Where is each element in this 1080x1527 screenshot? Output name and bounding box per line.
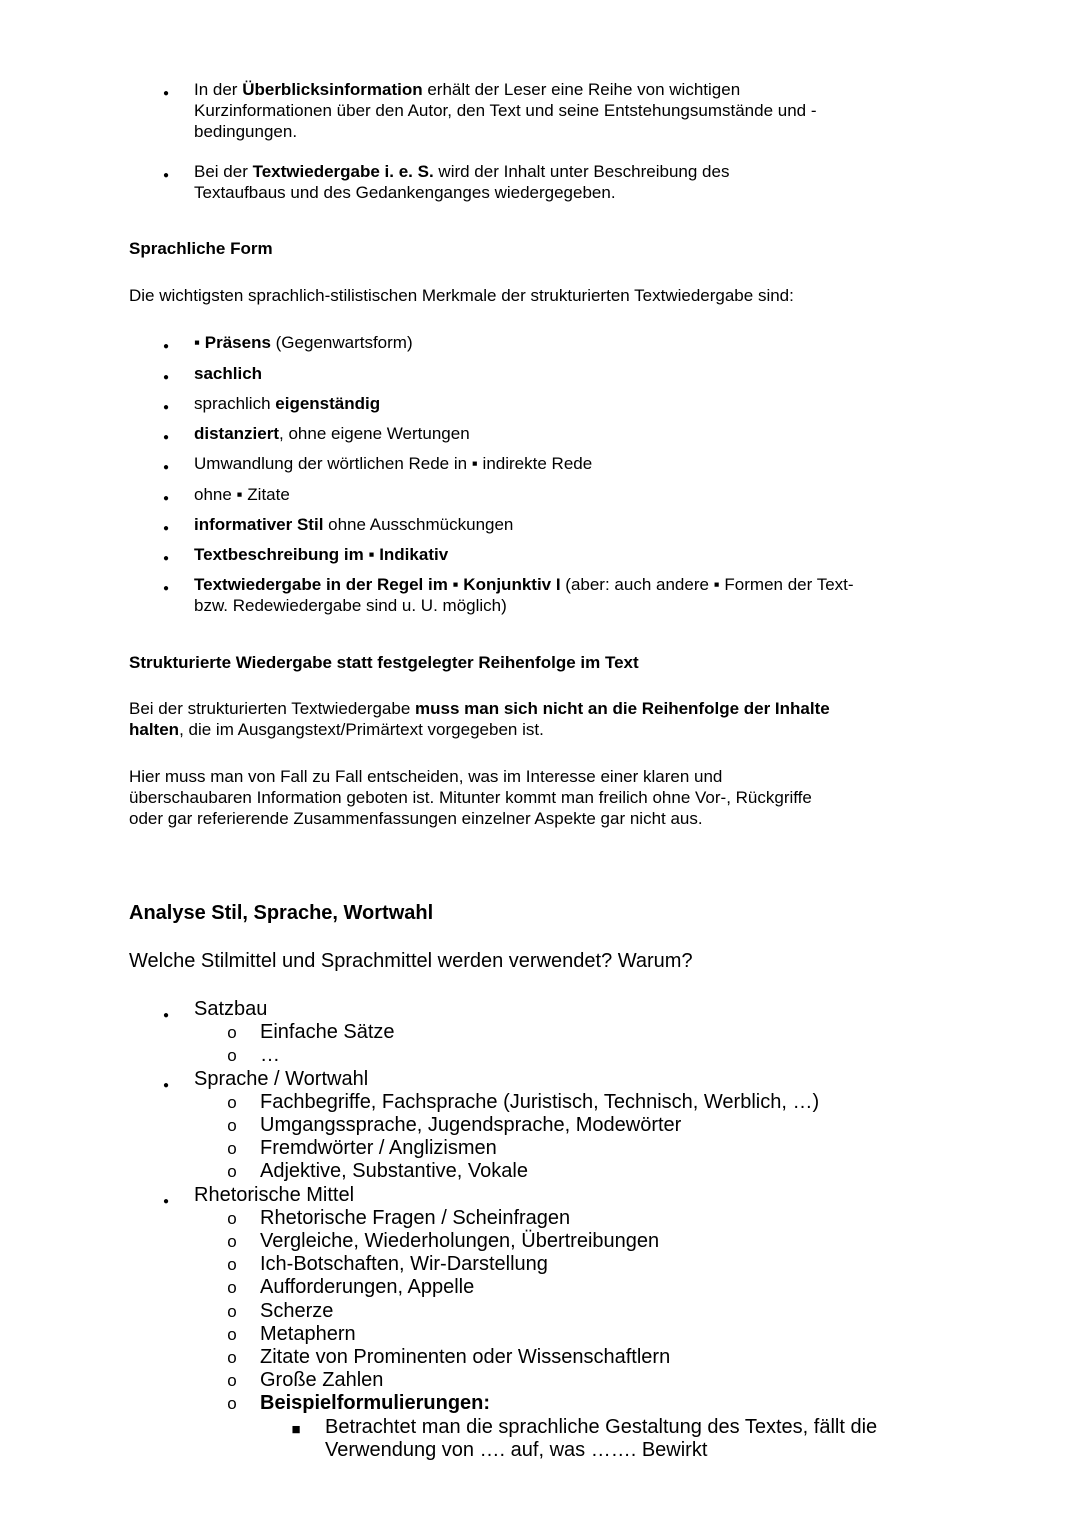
circle-bullet-icon: o: [227, 1255, 237, 1275]
bullet-icon: ●: [162, 432, 170, 443]
list-item-text: [194, 363, 854, 384]
sub-list-item-text: Rhetorische Fragen / Scheinfragen: [260, 1206, 571, 1229]
circle-bullet-icon: o: [227, 1301, 237, 1321]
sub-list-item-text: Scherze: [260, 1299, 334, 1322]
sub-list-item-text: Beispielformulierungen:: [260, 1392, 491, 1415]
section-heading: Sprachliche Form: [129, 239, 273, 258]
section-heading: Strukturierte Wiedergabe statt festgelegter Reihenfolge im Text: [129, 653, 639, 672]
bullet-icon: ●: [162, 462, 170, 473]
sub-list-item-text: …: [260, 1044, 280, 1067]
paragraph: Bei der strukturierten Textwiedergabe muss man sich nicht an die Reihenfolge der Inhalte halten, die im Ausgangstext/Primärtext vorgegeben ist.: [129, 699, 830, 739]
sub-list-item-text: Zitate von Prominenten oder Wissenschaftlern: [260, 1346, 671, 1368]
text-run: (aber: auch andere ▪ Formen der Text- bzw. Redewiedergabe sind u. U. möglich): [194, 575, 854, 615]
list-item-text: [194, 423, 854, 444]
section-intro: Die wichtigsten sprachlich-stilistischen Merkmale der strukturierten Textwiedergabe sind:: [129, 286, 794, 305]
document-page: ● In der Überblicksinformation erhält der Leser eine Reihe von wichtigen Kurzinformationen über den Autor, den Text und seine Entstehungsumstände und -bedingungen. ● Bei der Textwiedergabe i. e. S. wird der Inhalt unter Beschreibung des Textaufbaus und des Gedankenganges wiedergegeben. Sprachliche Form Die wichtigsten sprachlich-stilistischen Merkmale der strukturierten Textwiedergabe sind: ● ▪ Präsens (Gegenwartsform) ● sachlich ● sprachlich eigenständig ● distanziert, ohne eigene Wertungen ● Umwandlung der wörtlichen Rede in ▪ indirekte Rede ● ohne ▪ Zitate ● informativer Stil ohne Ausschmückungen ● Textbeschreibung im ▪ Indikativ ● Textwiedergabe in der Regel im ▪ Konjunktiv I (aber: auch andere ▪ Formen der Text- bzw. Redewiedergabe sind u. U. möglich) Strukturierte Wiedergabe statt festgelegter Reihenfolge im Text Bei der strukturierten Textwiedergabe muss man sich nicht an die Reihenfolge der Inhalte halten, die im Ausgangstext/Primärtext vorgegeben ist. Hier muss man von Fall zu Fall entscheiden, was im Interesse einer klaren und überschaubaren Information geboten ist. Mitunter kommt man freilich ohne Vor-, Rückgriffe oder gar referierende Zusammenfassungen einzelner Aspekte gar nicht aus. Analyse Stil, Sprache, Wortwahl Welche Stilmittel und Sprachmittel werden verwendet? Warum? ● Satzbau o Einfache Sätze o … ● Sprache / Wortwahl o Fachbegriffe, Fachsprache (Juristisch, Technisch, Werblich, …) o Umgangssprache, Jugendsprache, Modewörter o Fremdwörter / Anglizismen o Adjektive, Substantive, Vokale ● Rhetorische Mittel o Rhetorische Fragen / Scheinfragen o Vergleiche, Wiederholungen, Übertreibungen o Ich-Botschaften, Wir-Darstellung o Aufforderungen, Appelle o Scherze o Metaphern o Zitate von Prominenten oder Wissenschaftlern o Große Zahlen o Beispielformulierungen: ■ Betrachtet man die sprachliche Gestaltung des Textes, fällt die Verwendung von …. auf, was ……. Bewirkt: [0, 0, 1080, 1527]
list-item-text: [194, 574, 854, 616]
sub-list-item-text: Vergleiche, Wiederholungen, Übertreibungen: [260, 1230, 660, 1252]
group-label: Rhetorische Mittel: [194, 1183, 355, 1206]
bullet-icon: ●: [162, 341, 170, 352]
text-run-bold: Textwiedergabe in der Regel im ▪ Konjunktiv I: [194, 575, 561, 594]
list-item-text: [194, 332, 854, 353]
text-run-bold: eigenständig: [275, 394, 381, 413]
section-question: Welche Stilmittel und Sprachmittel werden verwendet? Warum?: [129, 950, 693, 972]
bullet-icon: ●: [162, 553, 170, 564]
bullet-icon: ●: [162, 1195, 170, 1207]
text-run-bold: informativer Stil: [194, 515, 324, 534]
circle-bullet-icon: o: [227, 1371, 237, 1391]
text-run: (Gegenwartsform): [270, 333, 413, 352]
circle-bullet-icon: o: [227, 1116, 237, 1135]
bullet-icon: ●: [162, 523, 170, 534]
text-run: ▪: [194, 333, 205, 352]
list-item-text: [194, 544, 854, 565]
circle-bullet-icon: o: [227, 1394, 237, 1414]
text-run: sprachlich: [194, 394, 276, 413]
sub-list-item-text: Aufforderungen, Appelle: [260, 1276, 475, 1299]
sub-list-item-text: Ich-Botschaften, Wir-Darstellung: [260, 1253, 548, 1276]
section-heading: Analyse Stil, Sprache, Wortwahl: [129, 902, 434, 924]
bullet-icon: ●: [162, 493, 170, 504]
circle-bullet-icon: o: [227, 1046, 237, 1066]
circle-bullet-icon: o: [227, 1348, 237, 1367]
sub-list-item-text: Umgangssprache, Jugendsprache, Modewörter: [260, 1114, 682, 1136]
list-item-text: [194, 393, 854, 414]
text-run-bold: distanziert: [194, 424, 280, 443]
circle-bullet-icon: o: [227, 1278, 237, 1298]
text-run-bold: Textbeschreibung im ▪ Indikativ: [194, 545, 449, 564]
bullet-icon: ●: [162, 402, 170, 413]
circle-bullet-icon: o: [227, 1023, 237, 1043]
circle-bullet-icon: o: [227, 1162, 237, 1182]
bullet-icon: ●: [162, 88, 170, 99]
list-item-text: [194, 453, 854, 474]
list-item-text: [194, 514, 854, 535]
sub-list-item-text: Fachbegriffe, Fachsprache (Juristisch, Technisch, Werblich, …): [260, 1090, 820, 1113]
text-run-bold: sachlich: [194, 364, 263, 383]
group-label: Sprache / Wortwahl: [194, 1067, 369, 1090]
sub-list-item-text: Metaphern: [260, 1322, 356, 1345]
group-label: Satzbau: [194, 998, 268, 1020]
sub-list-item-text: Fremdwörter / Anglizismen: [260, 1137, 497, 1160]
sub-list-item-text: Adjektive, Substantive, Vokale: [260, 1160, 528, 1183]
text-run: ohne ▪ Zitate: [194, 485, 290, 504]
square-bullet-icon: ■: [291, 1420, 301, 1438]
bullet-icon: ●: [162, 372, 170, 383]
bullet-icon: ●: [162, 1010, 170, 1021]
text-run: ohne Ausschmückungen: [323, 515, 514, 534]
paragraph: Hier muss man von Fall zu Fall entscheiden, was im Interesse einer klaren und überschaubaren Information geboten ist. Mitunter kommt man freilich ohne Vor-, Rückgriffe oder gar referierende Zusammenfassungen einzelner Aspekte gar nicht aus.: [129, 767, 812, 828]
list-item-text: [194, 484, 854, 505]
bullet-icon: ●: [162, 583, 170, 594]
circle-bullet-icon: o: [227, 1092, 237, 1112]
text-run: , ohne eigene Wertungen: [279, 424, 470, 443]
sub-list-item-text: Einfache Sätze: [260, 1021, 395, 1044]
example-text: Betrachtet man die sprachliche Gestaltung des Textes, fällt die Verwendung von …. auf, was ……. Bewirkt: [325, 1415, 878, 1461]
text-run-bold: Präsens: [204, 333, 271, 352]
bullet-icon: ●: [162, 170, 170, 181]
bullet-icon: ●: [162, 1079, 170, 1091]
circle-bullet-icon: o: [227, 1208, 237, 1228]
circle-bullet-icon: o: [227, 1324, 237, 1344]
sub-list-item-text: Große Zahlen: [260, 1369, 384, 1392]
circle-bullet-icon: o: [227, 1139, 237, 1159]
text-run: Umwandlung der wörtlichen Rede in ▪ indirekte Rede: [194, 454, 593, 473]
circle-bullet-icon: o: [227, 1232, 237, 1251]
